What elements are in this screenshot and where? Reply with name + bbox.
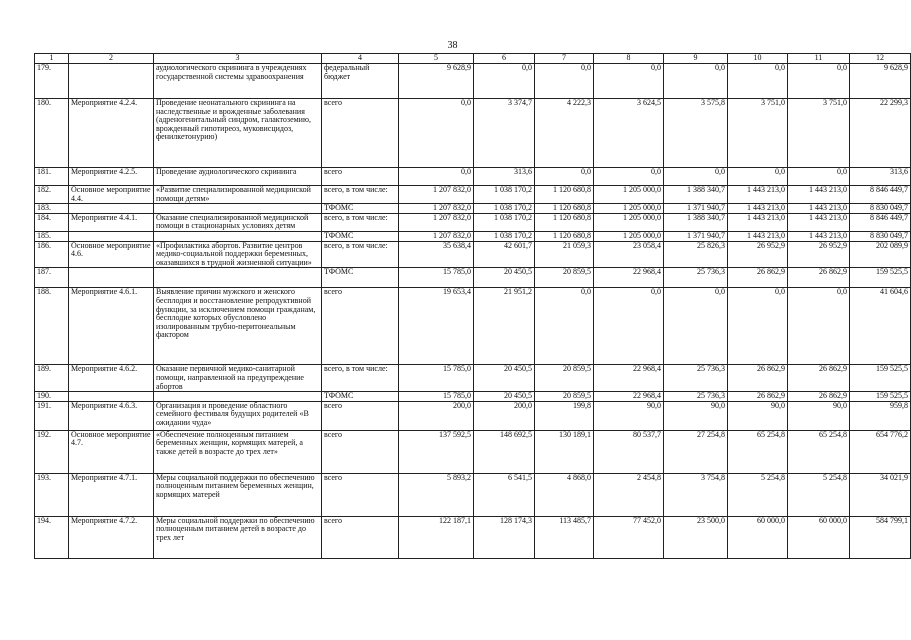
amount-cell: 4 222,3 [535,99,594,168]
row-number-cell: 189. [35,365,69,392]
funding-source-cell: всего [322,430,399,473]
amount-cell: 159 525,5 [850,268,911,288]
event-description-cell: Организация и проведение областного семейного фестиваля будущих родителей «В ожидании чуда» [154,401,322,430]
header-cell: 3 [154,54,322,64]
amount-cell: 5 254,8 [788,473,850,516]
funding-source-cell: всего, в том числе: [322,186,399,204]
amount-cell: 1 120 680,8 [535,231,594,241]
amount-cell: 26 862,9 [728,365,788,392]
table-row [35,365,911,392]
amount-cell: 90,0 [594,401,664,430]
header-cell: 6 [474,54,535,64]
amount-cell: 27 254,8 [664,430,728,473]
amount-cell: 2 454,8 [594,473,664,516]
amount-cell: 20 859,5 [535,365,594,392]
event-name-cell: Мероприятие 4.6.3. [69,401,154,430]
amount-cell: 8 846 449,7 [850,186,911,204]
amount-cell: 130 189,1 [535,430,594,473]
amount-cell: 1 443 213,0 [728,204,788,214]
amount-cell: 1 443 213,0 [788,231,850,241]
amount-cell: 80 537,7 [594,430,664,473]
row-number-cell: 180. [35,99,69,168]
amount-cell: 0,0 [728,288,788,365]
row-number-cell: 179. [35,64,69,99]
amount-cell: 1 443 213,0 [788,186,850,204]
event-name-cell: Мероприятие 4.6.1. [69,288,154,365]
amount-cell: 15 785,0 [399,365,474,392]
event-name-cell [69,204,154,214]
amount-cell: 1 207 832,0 [399,186,474,204]
amount-cell: 20 450,5 [474,268,535,288]
amount-cell: 1 443 213,0 [788,213,850,231]
amount-cell: 0,0 [788,64,850,99]
amount-cell: 22 299,3 [850,99,911,168]
event-description-cell: Проведение неонатального скрининга на наследственные и врожденные заболевания (адреногенитальный синдром, галактоземию, врожденный гипотиреоз, муковисцидоз, фенилкетонурию) [154,99,322,168]
amount-cell: 0,0 [399,168,474,186]
amount-cell: 1 388 340,7 [664,213,728,231]
event-name-cell: Основное мероприятие 4.6. [69,241,154,268]
amount-cell: 26 952,9 [728,241,788,268]
table-row [35,99,911,168]
amount-cell: 20 450,5 [474,392,535,402]
event-description-cell [154,231,322,241]
header-cell: 8 [594,54,664,64]
amount-cell: 90,0 [788,401,850,430]
amount-cell: 1 120 680,8 [535,213,594,231]
header-cell: 10 [728,54,788,64]
amount-cell: 20 859,5 [535,268,594,288]
amount-cell: 15 785,0 [399,392,474,402]
row-number-cell: 185. [35,231,69,241]
row-number-cell: 186. [35,241,69,268]
amount-cell: 959,8 [850,401,911,430]
amount-cell: 20 450,5 [474,365,535,392]
amount-cell: 137 592,5 [399,430,474,473]
amount-cell: 65 254,8 [728,430,788,473]
funding-source-cell: федеральный бюджет [322,64,399,99]
amount-cell: 65 254,8 [788,430,850,473]
table-row [35,430,911,473]
event-name-cell: Основное мероприятие 4.7. [69,430,154,473]
row-number-cell: 193. [35,473,69,516]
event-description-cell: Оказание специализированной медицинской помощи в стационарных условиях детям [154,213,322,231]
amount-cell: 6 541,5 [474,473,535,516]
budget-table [34,53,911,559]
amount-cell: 113 485,7 [535,516,594,558]
amount-cell: 159 525,5 [850,392,911,402]
amount-cell: 1 207 832,0 [399,213,474,231]
amount-cell: 5 254,8 [728,473,788,516]
amount-cell: 584 799,1 [850,516,911,558]
event-description-cell [154,268,322,288]
amount-cell: 1 207 832,0 [399,204,474,214]
amount-cell: 1 371 940,7 [664,204,728,214]
table-row [35,213,911,231]
event-name-cell: Основное мероприятие 4.4. [69,186,154,204]
event-name-cell [69,268,154,288]
funding-source-cell: всего, в том числе: [322,365,399,392]
amount-cell: 26 862,9 [728,268,788,288]
header-cell: 4 [322,54,399,64]
table-row [35,516,911,558]
amount-cell: 1 207 832,0 [399,231,474,241]
row-number-cell: 190. [35,392,69,402]
table-row [35,392,911,402]
amount-cell: 1 038 170,2 [474,231,535,241]
event-description-cell: Проведение аудиологического скрининга [154,168,322,186]
amount-cell: 654 776,2 [850,430,911,473]
amount-cell: 0,0 [788,288,850,365]
amount-cell: 1 371 940,7 [664,231,728,241]
amount-cell: 1 443 213,0 [728,213,788,231]
table-row [35,204,911,214]
amount-cell: 0,0 [664,168,728,186]
amount-cell: 3 575,8 [664,99,728,168]
amount-cell: 8 830 049,7 [850,231,911,241]
amount-cell: 1 205 000,0 [594,186,664,204]
table-row [35,231,911,241]
header-cell: 11 [788,54,850,64]
event-description-cell: «Развитие специализированной медицинской помощи детям» [154,186,322,204]
amount-cell: 8 846 449,7 [850,213,911,231]
event-description-cell [154,204,322,214]
funding-source-cell: ТФОМС [322,392,399,402]
funding-source-cell: всего [322,99,399,168]
funding-source-cell: всего [322,168,399,186]
row-number-cell: 184. [35,213,69,231]
amount-cell: 148 692,5 [474,430,535,473]
amount-cell: 77 452,0 [594,516,664,558]
amount-cell: 34 021,9 [850,473,911,516]
amount-cell: 90,0 [728,401,788,430]
amount-cell: 26 862,9 [728,392,788,402]
amount-cell: 9 628,9 [399,64,474,99]
funding-source-cell: ТФОМС [322,204,399,214]
amount-cell: 25 826,3 [664,241,728,268]
amount-cell: 3 624,5 [594,99,664,168]
amount-cell: 3 754,8 [664,473,728,516]
event-description-cell: Оказание первичной медико-санитарной помощи, направленной на предупреждение абортов [154,365,322,392]
event-description-cell: Меры социальной поддержки по обеспечению полноценным питанием детей в возрасте до трех лет [154,516,322,558]
amount-cell: 200,0 [474,401,535,430]
page-number: 38 [447,40,458,51]
amount-cell: 42 601,7 [474,241,535,268]
event-description-cell: «Профилактика абортов. Развитие центров медико-социальной поддержки беременных, оказавшихся в трудной жизненной ситуации» [154,241,322,268]
amount-cell: 122 187,1 [399,516,474,558]
event-description-cell: аудиологического скрининга в учреждениях государственной системы здравоохранения [154,64,322,99]
amount-cell: 0,0 [474,64,535,99]
amount-cell: 0,0 [399,99,474,168]
amount-cell: 3 751,0 [728,99,788,168]
row-number-cell: 192. [35,430,69,473]
amount-cell: 26 862,9 [788,392,850,402]
table-row [35,401,911,430]
row-number-cell: 194. [35,516,69,558]
table-row [35,64,911,99]
amount-cell: 15 785,0 [399,268,474,288]
amount-cell: 1 205 000,0 [594,204,664,214]
amount-cell: 199,8 [535,401,594,430]
event-name-cell [69,64,154,99]
amount-cell: 26 862,9 [788,268,850,288]
event-description-cell: Меры социальной поддержки по обеспечению полноценным питанием беременных женщин, кормящих матерей [154,473,322,516]
event-name-cell: Мероприятие 4.7.1. [69,473,154,516]
amount-cell: 25 736,3 [664,268,728,288]
row-number-cell: 182. [35,186,69,204]
amount-cell: 1 205 000,0 [594,213,664,231]
amount-cell: 1 443 213,0 [728,186,788,204]
event-name-cell: Мероприятие 4.6.2. [69,365,154,392]
amount-cell: 4 868,0 [535,473,594,516]
amount-cell: 25 736,3 [664,392,728,402]
amount-cell: 60 000,0 [788,516,850,558]
table-body [35,54,911,559]
table-row [35,168,911,186]
amount-cell: 1 443 213,0 [728,231,788,241]
funding-source-cell: всего, в том числе: [322,241,399,268]
amount-cell: 0,0 [594,288,664,365]
amount-cell: 3 751,0 [788,99,850,168]
amount-cell: 90,0 [664,401,728,430]
amount-cell: 0,0 [728,168,788,186]
amount-cell: 3 374,7 [474,99,535,168]
amount-cell: 22 968,4 [594,268,664,288]
row-number-cell: 187. [35,268,69,288]
amount-cell: 0,0 [664,64,728,99]
amount-cell: 21 059,3 [535,241,594,268]
event-name-cell: Мероприятие 4.2.5. [69,168,154,186]
funding-source-cell: всего [322,288,399,365]
event-description-cell: Выявление причин мужского и женского бесплодия и восстановление репродуктивной функции, за исключением помощи гражданам, бесплодие которых обусловлено изолированным трубно-перитонеальным фактором [154,288,322,365]
header-cell: 5 [399,54,474,64]
amount-cell: 1 443 213,0 [788,204,850,214]
amount-cell: 1 038 170,2 [474,186,535,204]
amount-cell: 0,0 [535,168,594,186]
amount-cell: 1 038 170,2 [474,213,535,231]
event-name-cell [69,392,154,402]
amount-cell: 22 968,4 [594,392,664,402]
amount-cell: 202 089,9 [850,241,911,268]
row-number-cell: 181. [35,168,69,186]
amount-cell: 9 628,9 [850,64,911,99]
amount-cell: 1 205 000,0 [594,231,664,241]
event-description-cell: «Обеспечение полноценным питанием беременных женщин, кормящих матерей, а также детей в возрасте до трех лет» [154,430,322,473]
header-cell: 7 [535,54,594,64]
amount-cell: 26 862,9 [788,365,850,392]
amount-cell: 23 500,0 [664,516,728,558]
row-number-cell: 188. [35,288,69,365]
amount-cell: 0,0 [594,64,664,99]
row-number-cell: 191. [35,401,69,430]
funding-source-cell: ТФОМС [322,268,399,288]
amount-cell: 35 638,4 [399,241,474,268]
funding-source-cell: всего, в том числе: [322,213,399,231]
amount-cell: 21 951,2 [474,288,535,365]
amount-cell: 22 968,4 [594,365,664,392]
amount-cell: 200,0 [399,401,474,430]
funding-source-cell: всего [322,516,399,558]
amount-cell: 313,6 [850,168,911,186]
table-row [35,241,911,268]
event-name-cell: Мероприятие 4.7.2. [69,516,154,558]
funding-source-cell: всего [322,473,399,516]
amount-cell: 0,0 [535,288,594,365]
amount-cell: 8 830 049,7 [850,204,911,214]
funding-source-cell: ТФОМС [322,231,399,241]
amount-cell: 128 174,3 [474,516,535,558]
event-name-cell: Мероприятие 4.4.1. [69,213,154,231]
amount-cell: 20 859,5 [535,392,594,402]
amount-cell: 0,0 [664,288,728,365]
funding-source-cell: всего [322,401,399,430]
amount-cell: 1 120 680,8 [535,204,594,214]
amount-cell: 0,0 [594,168,664,186]
amount-cell: 0,0 [535,64,594,99]
header-cell: 1 [35,54,69,64]
amount-cell: 23 058,4 [594,241,664,268]
amount-cell: 1 120 680,8 [535,186,594,204]
table-row [35,288,911,365]
amount-cell: 1 388 340,7 [664,186,728,204]
table-row [35,268,911,288]
amount-cell: 60 000,0 [728,516,788,558]
table-row [35,473,911,516]
header-cell: 2 [69,54,154,64]
amount-cell: 0,0 [788,168,850,186]
table-row [35,186,911,204]
amount-cell: 0,0 [728,64,788,99]
header-row [35,54,911,64]
event-name-cell [69,231,154,241]
event-name-cell: Мероприятие 4.2.4. [69,99,154,168]
row-number-cell: 183. [35,204,69,214]
amount-cell: 19 653,4 [399,288,474,365]
amount-cell: 5 893,2 [399,473,474,516]
header-cell: 9 [664,54,728,64]
amount-cell: 25 736,3 [664,365,728,392]
amount-cell: 1 038 170,2 [474,204,535,214]
amount-cell: 26 952,9 [788,241,850,268]
header-cell: 12 [850,54,911,64]
amount-cell: 313,6 [474,168,535,186]
amount-cell: 41 604,6 [850,288,911,365]
event-description-cell [154,392,322,402]
amount-cell: 159 525,5 [850,365,911,392]
